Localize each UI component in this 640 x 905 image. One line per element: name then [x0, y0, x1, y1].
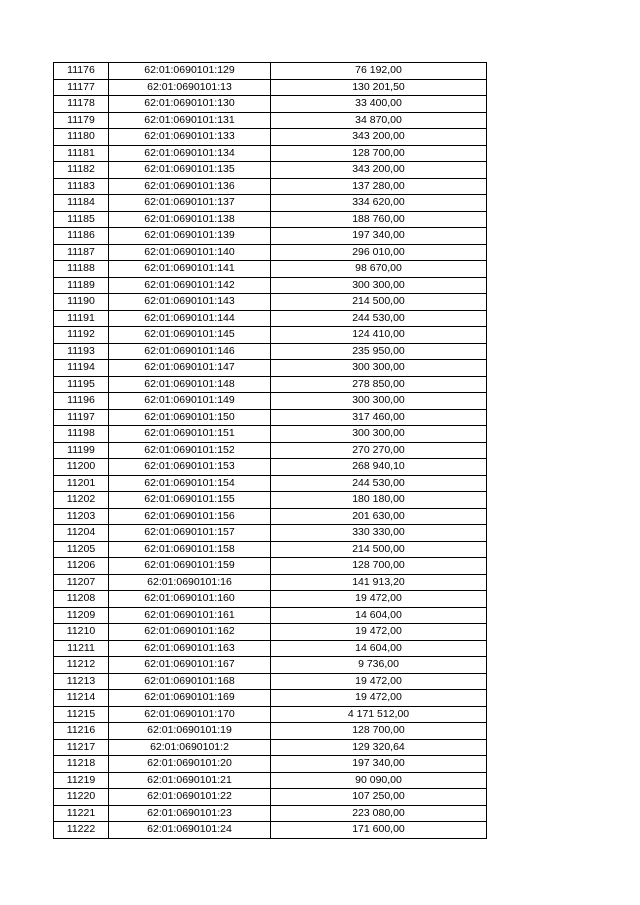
table-row: [54, 706, 487, 723]
cadastral-number-cell: 62:01:0690101:131: [109, 112, 271, 129]
row-number-cell: 11196: [54, 393, 109, 410]
value-cell: 201 630,00: [271, 508, 487, 525]
table-row: [54, 459, 487, 476]
cadastral-number-cell: 62:01:0690101:140: [109, 244, 271, 261]
value-cell: 334 620,00: [271, 195, 487, 212]
value-cell: 270 270,00: [271, 442, 487, 459]
value-cell: 278 850,00: [271, 376, 487, 393]
table-row: [54, 393, 487, 410]
table-row: [54, 178, 487, 195]
row-number-cell: 11207: [54, 574, 109, 591]
cadastral-number-cell: 62:01:0690101:19: [109, 723, 271, 740]
row-number-cell: 11210: [54, 624, 109, 641]
value-cell: 343 200,00: [271, 162, 487, 179]
cadastral-number-cell: 62:01:0690101:150: [109, 409, 271, 426]
row-number-cell: 11180: [54, 129, 109, 146]
cadastral-number-cell: 62:01:0690101:149: [109, 393, 271, 410]
table-row: [54, 376, 487, 393]
value-cell: 180 180,00: [271, 492, 487, 509]
table-row: [54, 310, 487, 327]
value-cell: 300 300,00: [271, 277, 487, 294]
table-row: [54, 739, 487, 756]
value-cell: 171 600,00: [271, 822, 487, 839]
value-cell: 300 300,00: [271, 426, 487, 443]
table-row: [54, 541, 487, 558]
cadastral-number-cell: 62:01:0690101:161: [109, 607, 271, 624]
row-number-cell: 11181: [54, 145, 109, 162]
cadastral-number-cell: 62:01:0690101:159: [109, 558, 271, 575]
table-row: [54, 63, 487, 80]
cadastral-number-cell: 62:01:0690101:16: [109, 574, 271, 591]
cadastral-number-cell: 62:01:0690101:143: [109, 294, 271, 311]
value-cell: 19 472,00: [271, 690, 487, 707]
value-cell: 107 250,00: [271, 789, 487, 806]
cadastral-number-cell: 62:01:0690101:13: [109, 79, 271, 96]
row-number-cell: 11216: [54, 723, 109, 740]
value-cell: 124 410,00: [271, 327, 487, 344]
table-row: [54, 723, 487, 740]
row-number-cell: 11212: [54, 657, 109, 674]
row-number-cell: 11204: [54, 525, 109, 542]
value-cell: 317 460,00: [271, 409, 487, 426]
table-row: [54, 409, 487, 426]
value-cell: 296 010,00: [271, 244, 487, 261]
cadastral-number-cell: 62:01:0690101:2: [109, 739, 271, 756]
value-cell: 330 330,00: [271, 525, 487, 542]
table-row: [54, 261, 487, 278]
table-row: [54, 822, 487, 839]
table-row: [54, 96, 487, 113]
row-number-cell: 11201: [54, 475, 109, 492]
row-number-cell: 11221: [54, 805, 109, 822]
value-cell: 34 870,00: [271, 112, 487, 129]
table-row: [54, 195, 487, 212]
table-row: [54, 657, 487, 674]
value-cell: 137 280,00: [271, 178, 487, 195]
cadastral-number-cell: 62:01:0690101:138: [109, 211, 271, 228]
cadastral-number-cell: 62:01:0690101:163: [109, 640, 271, 657]
row-number-cell: 11182: [54, 162, 109, 179]
value-cell: 130 201,50: [271, 79, 487, 96]
cadastral-number-cell: 62:01:0690101:129: [109, 63, 271, 80]
row-number-cell: 11222: [54, 822, 109, 839]
row-number-cell: 11202: [54, 492, 109, 509]
table-row: [54, 426, 487, 443]
cadastral-number-cell: 62:01:0690101:169: [109, 690, 271, 707]
table-row: [54, 805, 487, 822]
cadastral-number-cell: 62:01:0690101:21: [109, 772, 271, 789]
cadastral-number-cell: 62:01:0690101:139: [109, 228, 271, 245]
table-row: [54, 475, 487, 492]
row-number-cell: 11214: [54, 690, 109, 707]
row-number-cell: 11188: [54, 261, 109, 278]
row-number-cell: 11218: [54, 756, 109, 773]
row-number-cell: 11209: [54, 607, 109, 624]
value-cell: 300 300,00: [271, 393, 487, 410]
row-number-cell: 11205: [54, 541, 109, 558]
table-row: [54, 129, 487, 146]
table-row: [54, 624, 487, 641]
cadastral-number-cell: 62:01:0690101:134: [109, 145, 271, 162]
cadastral-number-cell: 62:01:0690101:168: [109, 673, 271, 690]
row-number-cell: 11179: [54, 112, 109, 129]
cadastral-number-cell: 62:01:0690101:160: [109, 591, 271, 608]
row-number-cell: 11193: [54, 343, 109, 360]
value-cell: 244 530,00: [271, 310, 487, 327]
table-row: [54, 574, 487, 591]
row-number-cell: 11203: [54, 508, 109, 525]
table-row: [54, 607, 487, 624]
row-number-cell: 11190: [54, 294, 109, 311]
cadastral-number-cell: 62:01:0690101:133: [109, 129, 271, 146]
value-cell: 90 090,00: [271, 772, 487, 789]
row-number-cell: 11198: [54, 426, 109, 443]
value-cell: 33 400,00: [271, 96, 487, 113]
cadastral-number-cell: 62:01:0690101:151: [109, 426, 271, 443]
value-cell: 214 500,00: [271, 541, 487, 558]
row-number-cell: 11199: [54, 442, 109, 459]
row-number-cell: 11185: [54, 211, 109, 228]
value-cell: 223 080,00: [271, 805, 487, 822]
value-cell: 244 530,00: [271, 475, 487, 492]
row-number-cell: 11184: [54, 195, 109, 212]
cadastral-number-cell: 62:01:0690101:156: [109, 508, 271, 525]
row-number-cell: 11194: [54, 360, 109, 377]
value-cell: 214 500,00: [271, 294, 487, 311]
cadastral-number-cell: 62:01:0690101:24: [109, 822, 271, 839]
value-cell: 300 300,00: [271, 360, 487, 377]
row-number-cell: 11195: [54, 376, 109, 393]
table-body: [54, 63, 487, 839]
table-row: [54, 756, 487, 773]
cadastral-number-cell: 62:01:0690101:136: [109, 178, 271, 195]
row-number-cell: 11191: [54, 310, 109, 327]
cadastral-number-cell: 62:01:0690101:153: [109, 459, 271, 476]
value-cell: 4 171 512,00: [271, 706, 487, 723]
row-number-cell: 11177: [54, 79, 109, 96]
value-cell: 128 700,00: [271, 723, 487, 740]
value-cell: 19 472,00: [271, 591, 487, 608]
value-cell: 343 200,00: [271, 129, 487, 146]
cadastral-number-cell: 62:01:0690101:158: [109, 541, 271, 558]
table-row: [54, 244, 487, 261]
value-cell: 14 604,00: [271, 640, 487, 657]
value-cell: 129 320,64: [271, 739, 487, 756]
cadastral-number-cell: 62:01:0690101:145: [109, 327, 271, 344]
cadastral-number-cell: 62:01:0690101:170: [109, 706, 271, 723]
row-number-cell: 11197: [54, 409, 109, 426]
table-row: [54, 294, 487, 311]
table-row: [54, 640, 487, 657]
value-cell: 268 940,10: [271, 459, 487, 476]
value-cell: 14 604,00: [271, 607, 487, 624]
row-number-cell: 11192: [54, 327, 109, 344]
cadastral-number-cell: 62:01:0690101:137: [109, 195, 271, 212]
row-number-cell: 11187: [54, 244, 109, 261]
table-row: [54, 145, 487, 162]
table-row: [54, 690, 487, 707]
cadastral-number-cell: 62:01:0690101:22: [109, 789, 271, 806]
table-row: [54, 772, 487, 789]
cadastral-value-table: [53, 62, 487, 839]
table-row: [54, 327, 487, 344]
cadastral-number-cell: 62:01:0690101:147: [109, 360, 271, 377]
row-number-cell: 11206: [54, 558, 109, 575]
value-cell: 128 700,00: [271, 558, 487, 575]
cadastral-number-cell: 62:01:0690101:154: [109, 475, 271, 492]
table-row: [54, 228, 487, 245]
cadastral-number-cell: 62:01:0690101:148: [109, 376, 271, 393]
cadastral-number-cell: 62:01:0690101:142: [109, 277, 271, 294]
cadastral-number-cell: 62:01:0690101:144: [109, 310, 271, 327]
value-cell: 197 340,00: [271, 228, 487, 245]
table-row: [54, 211, 487, 228]
cadastral-number-cell: 62:01:0690101:141: [109, 261, 271, 278]
table-row: [54, 360, 487, 377]
row-number-cell: 11211: [54, 640, 109, 657]
row-number-cell: 11219: [54, 772, 109, 789]
value-cell: 76 192,00: [271, 63, 487, 80]
table-row: [54, 492, 487, 509]
cadastral-number-cell: 62:01:0690101:152: [109, 442, 271, 459]
table-row: [54, 343, 487, 360]
row-number-cell: 11186: [54, 228, 109, 245]
table-row: [54, 79, 487, 96]
table-row: [54, 442, 487, 459]
row-number-cell: 11200: [54, 459, 109, 476]
table-row: [54, 162, 487, 179]
value-cell: 235 950,00: [271, 343, 487, 360]
row-number-cell: 11217: [54, 739, 109, 756]
row-number-cell: 11213: [54, 673, 109, 690]
row-number-cell: 11208: [54, 591, 109, 608]
cadastral-number-cell: 62:01:0690101:23: [109, 805, 271, 822]
table-row: [54, 277, 487, 294]
cadastral-number-cell: 62:01:0690101:167: [109, 657, 271, 674]
value-cell: 19 472,00: [271, 624, 487, 641]
table-row: [54, 673, 487, 690]
cadastral-number-cell: 62:01:0690101:20: [109, 756, 271, 773]
value-cell: 9 736,00: [271, 657, 487, 674]
row-number-cell: 11220: [54, 789, 109, 806]
value-cell: 128 700,00: [271, 145, 487, 162]
cadastral-number-cell: 62:01:0690101:130: [109, 96, 271, 113]
value-cell: 19 472,00: [271, 673, 487, 690]
cadastral-number-cell: 62:01:0690101:135: [109, 162, 271, 179]
table-row: [54, 558, 487, 575]
table-row: [54, 789, 487, 806]
row-number-cell: 11215: [54, 706, 109, 723]
row-number-cell: 11176: [54, 63, 109, 80]
value-cell: 188 760,00: [271, 211, 487, 228]
table-row: [54, 508, 487, 525]
value-cell: 197 340,00: [271, 756, 487, 773]
table-row: [54, 525, 487, 542]
table-row: [54, 112, 487, 129]
cadastral-number-cell: 62:01:0690101:155: [109, 492, 271, 509]
row-number-cell: 11183: [54, 178, 109, 195]
row-number-cell: 11178: [54, 96, 109, 113]
cadastral-number-cell: 62:01:0690101:146: [109, 343, 271, 360]
value-cell: 98 670,00: [271, 261, 487, 278]
value-cell: 141 913,20: [271, 574, 487, 591]
table-row: [54, 591, 487, 608]
cadastral-number-cell: 62:01:0690101:157: [109, 525, 271, 542]
cadastral-number-cell: 62:01:0690101:162: [109, 624, 271, 641]
row-number-cell: 11189: [54, 277, 109, 294]
